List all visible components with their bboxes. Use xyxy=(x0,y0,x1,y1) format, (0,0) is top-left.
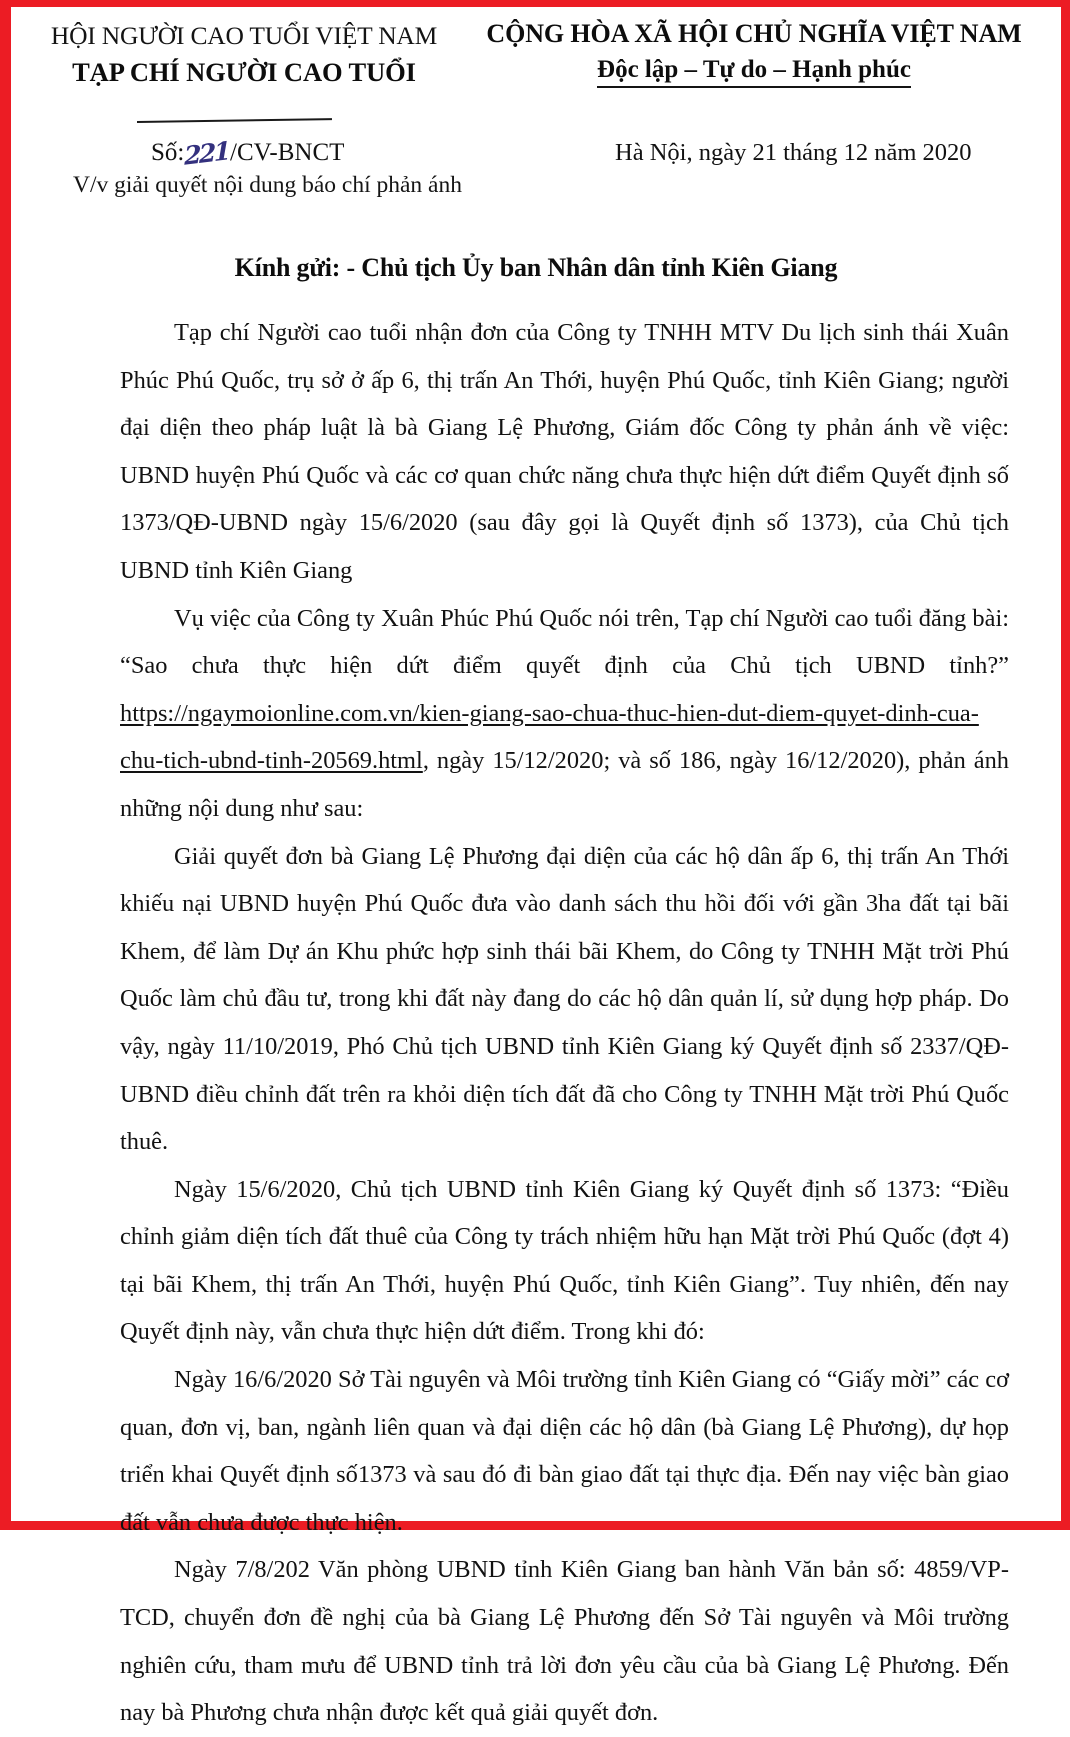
body-paragraph-1: Tạp chí Người cao tuổi nhận đơn của Công ty TNHH MTV Du lịch sinh thái Xuân Phúc Phú Quốc, trụ sở ở ấp 6, thị trấn An Thới, huyện Phú Quốc, tỉnh Kiên Giang; người đại diện theo pháp luật là bà Giang Lệ Phương, Giám đốc Công ty phản ánh về việc: UBND huyện Phú Quốc và các cơ quan chức năng chưa thực hiện dứt điểm Quyết định số 1373/QĐ-UBND ngày 15/6/2020 (sau đây gọi là Quyết định số 1373), của Chủ tịch UBND tỉnh Kiên Giang xyxy=(120,319,1009,584)
document-header xyxy=(11,7,1061,137)
citation-text-before-url: Vụ việc của Công ty Xuân Phúc Phú Quốc nói trên, Tạp chí Người cao tuổi đăng bài: “Sao chưa thực hiện dứt điểm quyết định của Chủ tịch UBND tỉnh?” xyxy=(120,604,1009,680)
body-paragraph-citation xyxy=(120,595,1009,833)
document-number-handwritten-value: 221 xyxy=(184,136,230,171)
article-url[interactable]: https://ngaymoionline.com.vn/kien-giang-sao-chua-thuc-hien-dut-diem-quyet-dinh-cua-chu-tich-ubnd-tinh-20569.html xyxy=(120,699,979,775)
body-paragraph-5: Ngày 7/8/202 Văn phòng UBND tỉnh Kiên Giang ban hành Văn bản số: 4859/VP-TCD, chuyển đơn đề nghị của bà Giang Lệ Phương đến Sở Tài nguyên và Môi trường nghiên cứu, tham mưu để UBND tỉnh trả lời đơn yêu cầu của bà Giang Lệ Phương. Đến nay bà Phương chưa nhận được kết quả giải quyết đơn. xyxy=(120,1556,1009,1727)
organization-name: TẠP CHÍ NGƯỜI CAO TUỔI xyxy=(72,57,416,87)
document-body xyxy=(120,309,1009,1737)
addressee-line: Kính gửi: - Chủ tịch Ủy ban Nhân dân tỉnh Kiên Giang xyxy=(234,253,838,282)
organization-parent-name: HỘI NGƯỜI CAO TUỔI VIỆT NAM xyxy=(50,21,438,50)
citation-text-after-url: , ngày 15/12/2020; và số 186, ngày 16/12/2020), phản ánh những nội dung như sau: xyxy=(120,747,1009,822)
document-number xyxy=(151,136,345,171)
national-title: CỘNG HÒA XÃ HỘI CHỦ NGHĨA VIỆT NAM xyxy=(486,19,1022,48)
place-and-date: Hà Nội, ngày 21 tháng 12 năm 2020 xyxy=(615,139,972,166)
header-divider-rule xyxy=(137,118,332,123)
document-meta-row xyxy=(11,137,1061,209)
issuing-organization-block xyxy=(45,21,443,88)
document-number-label: Số: xyxy=(151,139,185,166)
national-motto: Độc lập – Tự do – Hạnh phúc xyxy=(597,56,911,88)
document-subject: V/v giải quyết nội dung báo chí phản ánh xyxy=(73,172,462,198)
national-heading-block xyxy=(459,19,1049,88)
document-number-suffix: /CV-BNCT xyxy=(230,139,345,166)
body-paragraph-4: Ngày 16/6/2020 Sở Tài nguyên và Môi trường tỉnh Kiên Giang có “Giấy mời” các cơ quan, đơn vị, ban, ngành liên quan và đại diện các hộ dân (bà Giang Lệ Phương), dự họp triển khai Quyết định số1373 và sau đó đi bàn giao đất tại thực địa. Đến nay việc bàn giao đất vẫn chưa được thực hiện. xyxy=(120,1366,1009,1536)
body-paragraph-2: Giải quyết đơn bà Giang Lệ Phương đại diện của các hộ dân ấp 6, thị trấn An Thới khiếu nại UBND huyện Phú Quốc đưa vào danh sách thu hồi đối với gần 3ha đất tại bãi Khem, để làm Dự án Khu phức hợp sinh thái bãi Khem, do Công ty TNHH Mặt trời Phú Quốc làm chủ đầu tư, trong khi đất này đang do các hộ dân quản lí, sử dụng hợp pháp. Do vậy, ngày 11/10/2019, Phó Chủ tịch UBND tỉnh Kiên Giang ký Quyết định số 2337/QĐ-UBND điều chỉnh đất trên ra khỏi diện tích đất đã cho Công ty TNHH Mặt trời Phú Quốc thuê. xyxy=(120,842,1009,1156)
body-paragraph-3: Ngày 15/6/2020, Chủ tịch UBND tỉnh Kiên Giang ký Quyết định số 1373: “Điều chỉnh giảm diện tích đất thuê của Công ty trách nhiệm hữu hạn Mặt trời Phú Quốc (đợt 4) tại bãi Khem, thị trấn An Thới, huyện Phú Quốc, tỉnh Kiên Giang”. Tuy nhiên, đến nay Quyết định này, vẫn chưa thực hiện dứt điểm. Trong khi đó: xyxy=(120,1175,1009,1346)
document-sheet xyxy=(11,7,1061,1727)
